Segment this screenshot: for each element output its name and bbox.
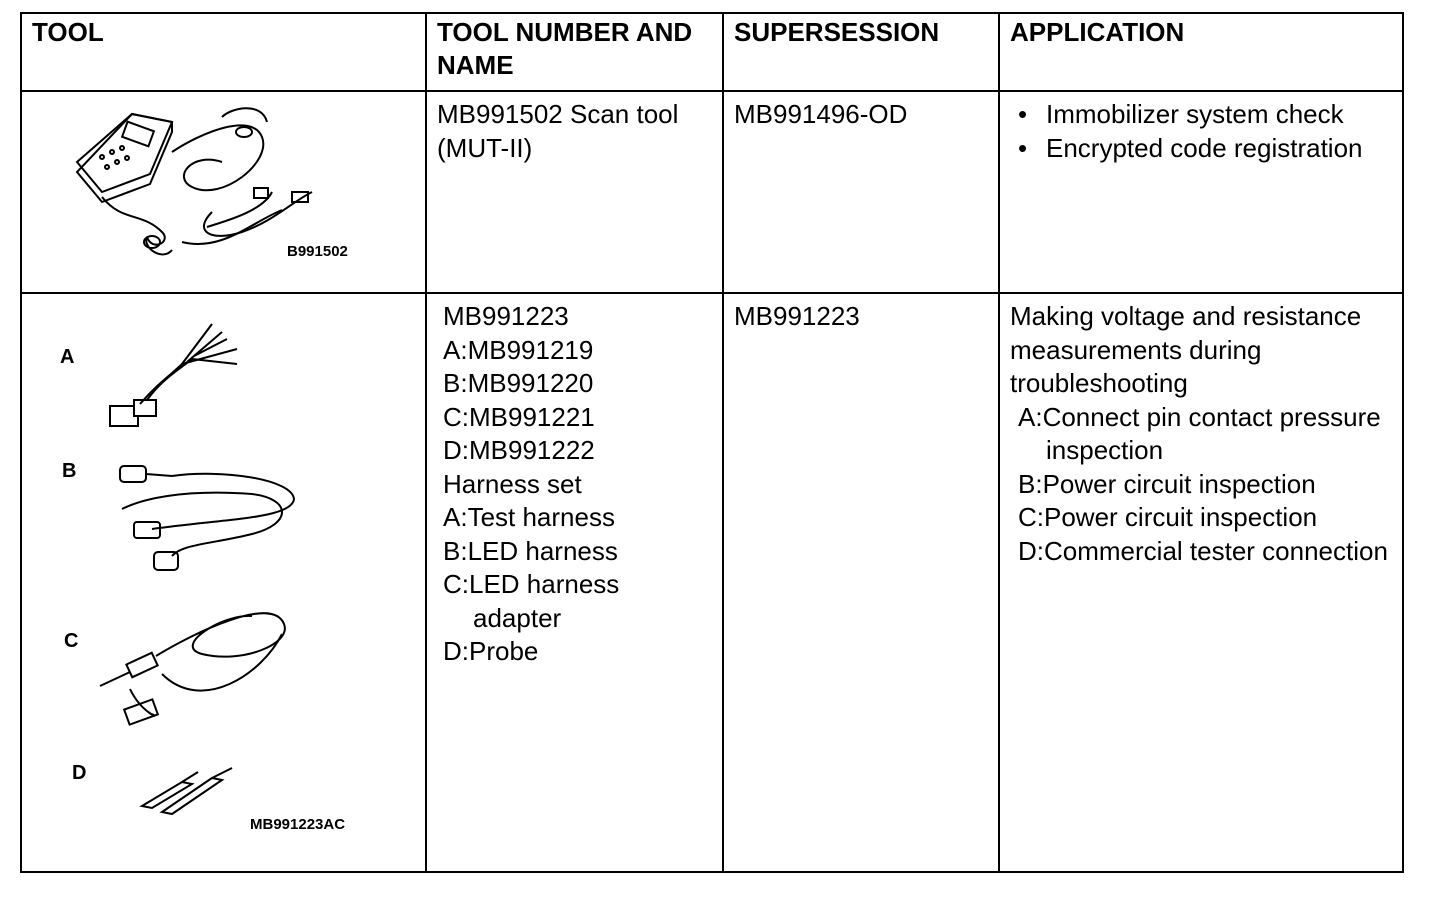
- tool-number-line: Harness set: [443, 468, 582, 499]
- tool-number-cell: [426, 293, 723, 872]
- tool-number-line: C:MB991221: [443, 401, 595, 432]
- tool-number-line: MB991502 Scan tool: [437, 99, 679, 129]
- header-application: APPLICATION: [999, 13, 1403, 91]
- application-item: B:Power circuit inspection: [1018, 468, 1316, 499]
- tool-number-line: MB991223: [443, 301, 569, 331]
- tool-number-line: D:Probe: [443, 636, 539, 666]
- header-row: [21, 13, 1403, 91]
- scan-tool-illustration: [22, 92, 427, 292]
- illustration-label-d: D: [72, 762, 87, 784]
- illustration-label-a: A: [60, 346, 75, 368]
- application-item: D:Commercial tester connection: [1018, 535, 1388, 566]
- tool-number-line: B:LED harness: [443, 535, 618, 566]
- supersession-cell: MB991223: [723, 293, 999, 872]
- application-bullet: • Immobilizer system check: [1010, 98, 1392, 132]
- special-tools-table: [20, 12, 1404, 873]
- harness-set-illustration: [22, 294, 427, 872]
- tool-number-cell: [426, 91, 723, 293]
- header-tool: TOOL: [21, 13, 426, 91]
- header-tool-number: TOOL NUMBER AND NAME: [426, 13, 723, 91]
- header-supersession: SUPERSESSION: [723, 13, 999, 91]
- illustration-label-b: B: [62, 460, 77, 482]
- application-cell: [999, 293, 1403, 872]
- tool-number-line: adapter: [473, 602, 562, 633]
- tool-image-caption: B991502: [287, 243, 348, 260]
- tool-number-line: D:MB991222: [443, 435, 595, 465]
- table-row: [21, 293, 1403, 872]
- table-row: [21, 91, 1403, 293]
- application-item: A:Connect pin contact pressure inspection: [1018, 401, 1381, 465]
- tool-image-caption: MB991223AC: [250, 816, 346, 833]
- application-bullet: • Encrypted code registration: [1010, 132, 1392, 166]
- application-item: C:Power circuit inspection: [1018, 502, 1318, 532]
- tool-number-line: A:Test harness: [443, 502, 615, 532]
- tool-number-line: C:LED harness: [443, 569, 620, 599]
- tool-image-cell: [21, 91, 426, 293]
- tool-number-line: B:MB991220: [443, 368, 594, 398]
- application-cell: [999, 91, 1403, 293]
- application-intro: Making voltage and resistance measurements during troubleshooting: [1010, 301, 1362, 398]
- tool-number-line: (MUT-II): [437, 132, 533, 163]
- tool-image-cell: [21, 293, 426, 872]
- supersession-cell: MB991496-OD: [723, 91, 999, 293]
- tool-number-line: A:MB991219: [443, 334, 594, 365]
- illustration-label-c: C: [64, 630, 79, 652]
